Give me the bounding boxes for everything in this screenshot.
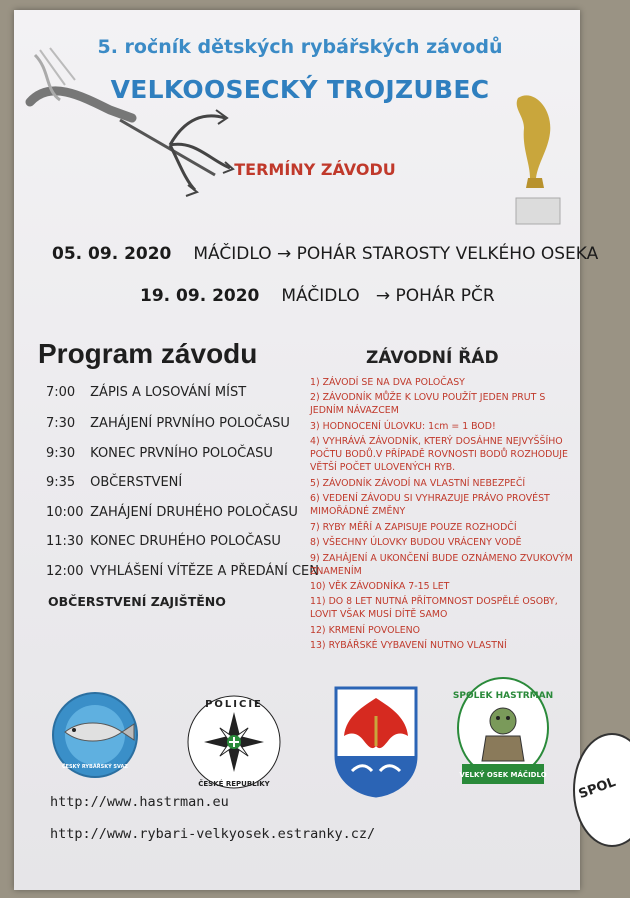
police-star-icon — [186, 694, 282, 790]
rule-item: 7) RYBY MĚŘÍ A ZAPISUJE POUZE ROZHODČÍ — [310, 521, 517, 533]
link-hastrman[interactable]: http://www.hastrman.eu — [50, 794, 229, 810]
town-coat-of-arms-icon — [334, 686, 418, 798]
program-row — [46, 505, 298, 520]
rule-item: 3) HODNOCENÍ ÚLOVKU: 1cm = 1 BOD! — [310, 420, 496, 432]
partial-logo-text: SPOL — [576, 774, 618, 803]
rule-item: 2) ZÁVODNÍK MŮŽE K LOVU POUŽÍT JEDEN PRUT S JEDNÍM NÁVAZCEM — [310, 392, 546, 417]
police-text-top: POLICIE — [205, 699, 263, 710]
program-time: 10:00 — [46, 505, 84, 520]
rule-item: 4) VYHRÁVÁ ZÁVODNÍK, KTERÝ DOSÁHNE NEJVYŠŠÍHO POČTU BODŮ.V PŘÍPADĚ ROVNOSTI BODŮ ROZHODUJE VĚTŠÍ POČET ULOVENÝCH RYB. — [310, 436, 568, 474]
program-time: 9:35 — [46, 475, 76, 490]
trophy-illustration — [508, 88, 568, 228]
program-text: ZÁPIS A LOSOVÁNÍ MÍST — [90, 385, 247, 400]
program-text: ZAHÁJENÍ DRUHÉHO POLOČASU — [90, 505, 298, 520]
rule-item: 8) VŠECHNY ÚLOVKY BUDOU VRÁCENY VODĚ — [310, 537, 522, 549]
rules-list — [310, 376, 575, 655]
terms-heading: TERMÍNY ZÁVODU — [234, 160, 396, 179]
fish-logo-icon — [50, 690, 140, 780]
program-row — [46, 385, 246, 400]
refreshment-note: OBČERSTVENÍ ZAJIŠTĚNO — [48, 594, 226, 609]
hastrman-text-top: SPOLEK HASTRMAN — [452, 691, 554, 701]
program-time: 7:00 — [46, 385, 76, 400]
program-time: 9:30 — [46, 446, 76, 461]
program-heading: Program závodu — [38, 338, 258, 369]
partial-logo-icon — [572, 730, 618, 850]
rule-item: 10) VĚK ZÁVODNÍKA 7-15 LET — [310, 580, 450, 592]
program-text: VYHLÁŠENÍ VÍTĚZE A PŘEDÁNÍ CEN — [90, 564, 319, 579]
program-text: KONEC PRVNÍHO POLOČASU — [90, 446, 273, 461]
rule-item: 6) VEDENÍ ZÁVODU SI VYHRAZUJE PRÁVO PROVÉST MIMOŘÁDNÉ ZMĚNY — [310, 493, 550, 518]
program-text: OBČERSTVENÍ — [90, 475, 183, 490]
hastrman-logo-icon — [452, 676, 554, 788]
program-row — [46, 475, 182, 490]
police-text-bottom: ČESKÉ REPUBLIKY — [198, 780, 270, 788]
rule-item: 9) ZAHÁJENÍ A UKONČENÍ BUDE OZNÁMENO ZVUKOVÝM ZNAMENÍM — [310, 552, 573, 577]
rule-item: 5) ZÁVODNÍK ZÁVODÍ NA VLASTNÍ NEBEZPEČÍ — [310, 477, 526, 489]
date-1: 05. 09. 2020 — [52, 244, 172, 264]
event-title: VELKOOSECKÝ TROJZUBEC — [110, 75, 490, 104]
program-time: 7:30 — [46, 416, 76, 431]
rule-item: 12) KRMENÍ POVOLENO — [310, 624, 421, 636]
rule-item: 1) ZÁVODÍ SE NA DVA POLOČASY — [310, 377, 465, 388]
crs-logo-text: ČESKÝ RYBÁŘSKÝ SVAZ — [61, 764, 129, 770]
date-line-2 — [140, 286, 495, 306]
program-time: 11:30 — [46, 534, 84, 549]
program-time: 12:00 — [46, 564, 84, 579]
event-subtitle: 5. ročník dětských rybářských závodů — [97, 36, 503, 58]
date-1-text: MÁČIDLO → POHÁR STAROSTY VELKÉHO OSEKA — [193, 244, 599, 264]
rule-item: 13) RYBÁŘSKÉ VYBAVENÍ NUTNO VLASTNÍ — [310, 640, 507, 652]
rule-item: 11) DO 8 LET NUTNÁ PŘÍTOMNOST DOSPĚLÉ OSOBY, LOVIT VŠAK MUSÍ DÍTĚ SAMO — [310, 596, 558, 621]
date-2: 19. 09. 2020 — [140, 286, 260, 306]
program-row — [46, 564, 319, 579]
program-text: KONEC DRUHÉHO POLOČASU — [90, 534, 281, 549]
link-rybari[interactable]: http://www.rybari-velkyosek.estranky.cz/ — [50, 826, 376, 842]
date-2-text: MÁČIDLO → POHÁR PČR — [281, 286, 495, 306]
program-text: ZAHÁJENÍ PRVNÍHO POLOČASU — [90, 416, 290, 431]
rules-heading: ZÁVODNÍ ŘÁD — [366, 348, 499, 368]
program-row — [46, 534, 281, 549]
hastrman-text-bottom: VELKÝ OSEK MÁČIDLO — [459, 771, 547, 779]
program-row — [46, 446, 273, 461]
date-line-1 — [52, 244, 598, 264]
trident-illustration — [20, 40, 240, 210]
program-row — [46, 416, 290, 431]
